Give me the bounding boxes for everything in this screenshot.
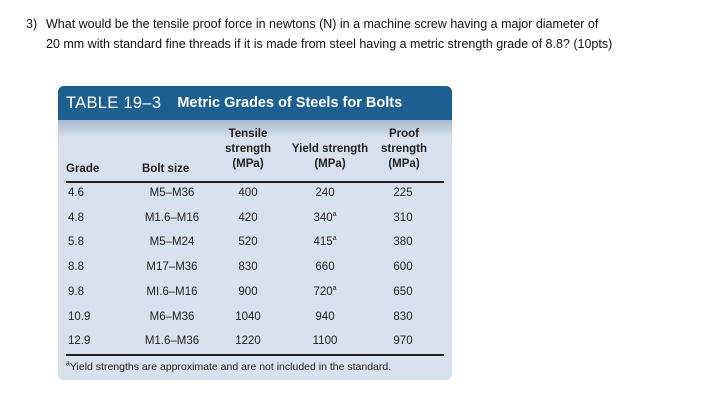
proof-cell: 310	[393, 211, 413, 224]
tensile-cell: 830	[238, 261, 258, 274]
grade-cell: 4.8	[68, 211, 84, 224]
question	[26, 14, 676, 54]
tensile-cell: 900	[238, 285, 258, 298]
table-footnote	[66, 361, 391, 373]
table-title: Metric Grades of Steels for Bolts	[177, 95, 403, 111]
steel-grades-table	[58, 86, 452, 380]
table-number: TABLE 19–3	[66, 93, 162, 112]
col-bolt-heading: Bolt size	[142, 163, 190, 175]
tensile-cell: 1220	[235, 335, 261, 348]
tensile-cell: 520	[238, 236, 258, 249]
footnote-marker: a	[332, 210, 337, 218]
col-grade-heading: Grade	[66, 163, 100, 175]
question-line-2: 20 mm with standard fine threads if it is made from steel having a metric strength grade of 8.8? (10pts)	[46, 37, 613, 51]
proof-cell: 970	[393, 335, 413, 348]
grade-cell: 9.8	[68, 285, 84, 298]
bolt-size-cell: M5–M36	[149, 187, 195, 199]
footnote-marker: a	[332, 284, 337, 292]
bolt-size-cell: M1.6–M36	[144, 335, 200, 348]
col-yield-heading: Yield strength (MPa)	[291, 143, 369, 170]
grade-cell: 8.8	[68, 261, 84, 274]
proof-cell: 600	[393, 261, 413, 274]
bolt-size-cell: M5–M24	[149, 236, 195, 249]
yield-cell: 415$^a$	[313, 235, 337, 249]
grade-cell: 10.9	[68, 310, 91, 323]
bolt-size-cell: MI.6–M16	[146, 285, 198, 298]
col-proof-heading: Proof strength (MPa)	[381, 128, 427, 170]
proof-cell: 830	[393, 310, 413, 323]
tensile-cell: 1040	[235, 310, 261, 323]
question-number: 3)	[26, 17, 38, 31]
footnote-text: Yield strengths are approximate and are not included in the standard.	[69, 361, 392, 373]
grade-cell: 12.9	[68, 335, 91, 348]
proof-cell: 380	[393, 236, 413, 249]
grade-cell: 5.8	[68, 236, 84, 249]
yield-cell: 1100	[312, 335, 338, 348]
bolt-size-cell: M6–M36	[149, 310, 195, 323]
yield-cell: 340$^a$	[313, 210, 337, 224]
grade-cell: 4.6	[68, 187, 84, 199]
footnote-marker: a	[332, 235, 337, 243]
proof-cell: 650	[393, 285, 413, 298]
footnote-mark: a	[66, 360, 70, 368]
question-line-1: What would be the tensile proof force in newtons (N) in a machine screw having a major diameter of	[46, 17, 599, 31]
bottom-rule	[66, 354, 444, 356]
yield-cell: 660	[315, 261, 335, 274]
header-rule	[66, 181, 444, 183]
yield-cell: 240	[315, 187, 335, 199]
tensile-cell: 420	[238, 211, 258, 224]
question-text	[46, 14, 676, 54]
yield-cell: 940	[315, 310, 335, 323]
tensile-cell: 400	[238, 187, 258, 199]
col-tensile-heading: Tensile strength (MPa)	[225, 128, 271, 170]
bolt-size-cell: M1.6–M16	[144, 211, 200, 224]
bolt-size-cell: M17–M36	[146, 261, 198, 274]
proof-cell: 225	[393, 187, 413, 199]
yield-cell: 720$^a$	[313, 284, 337, 298]
table-header	[58, 86, 452, 120]
